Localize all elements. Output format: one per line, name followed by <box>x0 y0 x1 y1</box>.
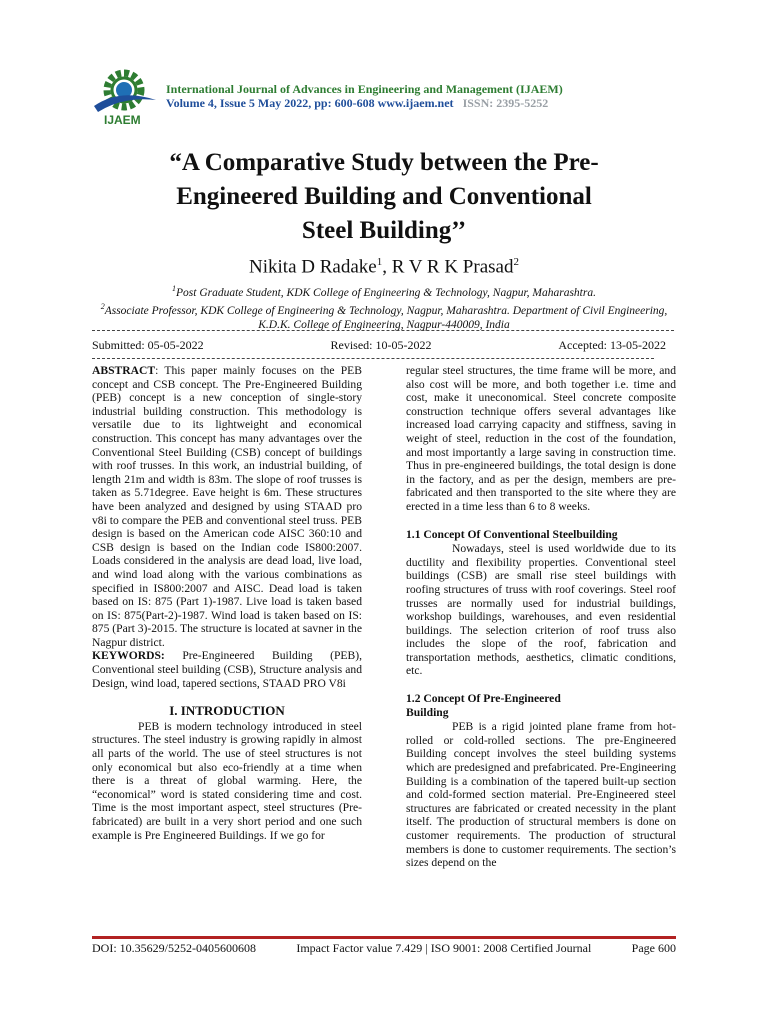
author-name: R V R K Prasad <box>391 256 514 278</box>
submitted-date: Submitted: 05-05-2022 <box>92 338 204 352</box>
journal-header <box>166 82 726 110</box>
affiliation-sup: 1 <box>172 284 177 293</box>
introduction-continuation: regular steel structures, the time frame will be more, and also cost will be more, and both together i.e. time and cost, make it uneconomical. Steel concrete composite construction technique offers several advantages like increased load carrying capacity and stiffness, saving in weight of steel, reduction in the cost of the foundation, and most importantly a large saving in construction time. Thus in pre-engineered buildings, the total design is done in the factory, and as per the design, members are pre-fabricated and then transported to the site where they are erected in a time less than 6 to 8 weeks. <box>406 364 676 513</box>
title-line: “A Comparative Study between the Pre- <box>169 149 599 176</box>
impact-factor: Impact Factor value 7.429 | ISO 9001: 2008 Certified Journal <box>296 941 592 955</box>
subsection-1-2-text: PEB is a rigid jointed plane frame from hot-rolled or cold-rolled sections. The pre-Engineered Building concept involves the steel building systems which are predesigned and prefabricated. Pre-Engineering Building is a combination of the tapered built-up section and cold-formed section material. Pre-Engineered steel structures are fabricated or created necessity in the plant itself. The production of structural members is done on customer requirements. The production of structural members is done to customer requirements. The section’s sizes depend on the <box>406 720 676 870</box>
right-column <box>406 364 676 870</box>
subsection-1-1-text: Nowadays, steel is used worldwide due to its ductility and flexibility properties. Conventional steel buildings (CSB) are small rise steel buildings with roofing structures of truss with roof coverings. Steel roof trusses are normally used for industrial buildings, workshop buildings, warehouses, and even residential buildings. The selection criterion of roof truss also includes the slope of the roof, fabrication and transportation methods, aesthetics, climatic conditions, etc. <box>406 542 676 678</box>
affiliations <box>92 282 676 332</box>
issue-info-line <box>166 96 726 110</box>
author-sup: 2 <box>513 256 519 268</box>
affiliation-2 <box>92 300 676 332</box>
journal-name: International Journal of Advances in Engineering and Management (IJAEM) <box>166 82 563 96</box>
accepted-date: Accepted: 13-05-2022 <box>558 338 666 352</box>
affiliation-sup: 2 <box>100 301 105 311</box>
keywords-label: KEYWORDS: <box>92 649 165 663</box>
issue-info: Volume 4, Issue 5 May 2022, pp: 600-608 www.ijaem.net <box>166 96 454 110</box>
footer-rule <box>92 936 676 939</box>
heading-line: 1.2 Concept Of Pre-Engineered <box>406 692 561 706</box>
affiliation-text: Associate Professor, KDK College of Engineering & Technology, Nagpur, Maharashtra. Department of Civil Engineering, K.D.K. College of Engineering, Nagpur-440009, India <box>104 304 668 331</box>
divider <box>92 330 674 331</box>
author-name: Nikita D Radake <box>249 256 377 278</box>
abstract <box>92 364 362 649</box>
page-number: Page 600 <box>631 941 676 955</box>
heading-line: Building <box>406 705 449 719</box>
subsection-heading-1-2 <box>406 692 676 719</box>
author-separator: , <box>382 256 392 278</box>
left-column <box>92 364 362 842</box>
abstract-label: ABSTRACT <box>92 364 156 377</box>
page-footer <box>92 941 676 956</box>
doi: DOI: 10.35629/5252-0405600608 <box>92 941 256 955</box>
keywords <box>92 649 362 690</box>
title-line: Engineered Building and Conventional <box>176 183 592 210</box>
affiliation-text: Post Graduate Student, KDK College of Engineering & Technology, Nagpur, Maharashtra. <box>176 286 596 299</box>
affiliation-1 <box>92 282 676 300</box>
logo-text: IJAEM <box>104 113 141 127</box>
subsection-heading-1-1: 1.1 Concept Of Conventional Steelbuilding <box>406 527 618 541</box>
issn: ISSN: 2395-5252 <box>462 96 549 110</box>
ijaem-logo <box>90 66 160 128</box>
authors <box>70 256 698 278</box>
section-heading-introduction: I. INTRODUCTION <box>169 703 285 719</box>
revised-date: Revised: 10-05-2022 <box>330 338 432 352</box>
title-line: Steel Building’’ <box>301 217 467 244</box>
abstract-text: : This paper mainly focuses on the PEB concept and CSB concept. The Pre-Engineered Building (PEB) concept is a new conception of single-story industrial building construction. This methodology is versatile due to its lightweight and economical construction. This concept has many advantages over the Conventional Steel Building (CSB) concept of buildings with roof trusses. In this work, an industrial building, of length 21m and width is 83m. The slope of roof trusses is taken as 5.71degree. Eave height is 6m. These structures have been analyzed and designed by using STAAD pro v8i to compare the PEB and conventional steel truss. PEB design is based on the American code AISC 360:10 and CSB design is based on the Indian code IS800:2007. Loads considered in the analysis are dead load, live load, and wind load along with the various combinations as specified in IS800:2007 and AISC. Dead load is taken based on IS: 875 (Part 1)-1987. Live load is taken based on IS: 875(Part-2)-1987. Wind load is taken based on IS: 875 (Part 3)-2015. The structure is located at savner in the Nagpur district. <box>92 364 362 649</box>
dates-row <box>92 338 666 353</box>
paper-title <box>70 146 698 248</box>
introduction-text: PEB is modern technology introduced in steel structures. The steel industry is growing rapidly in almost all parts of the world. The use of steel structures is not only economical but also eco-friendly at a time when there is a threat of global warming. Here, the “economical” word is stated considering time and cost. Time is the most important aspect, steel structures (Pre-fabricated) are built in a very short period and one such example is Pre Engineered Buildings. If we go for <box>92 719 362 842</box>
keywords-text: Pre-Engineered Building (PEB), Conventional steel building (CSB), Structure analysis and Design, wind load, tapered sections, STAAD PRO V8i <box>92 649 362 690</box>
divider <box>92 358 654 359</box>
author-sup: 1 <box>376 256 383 268</box>
